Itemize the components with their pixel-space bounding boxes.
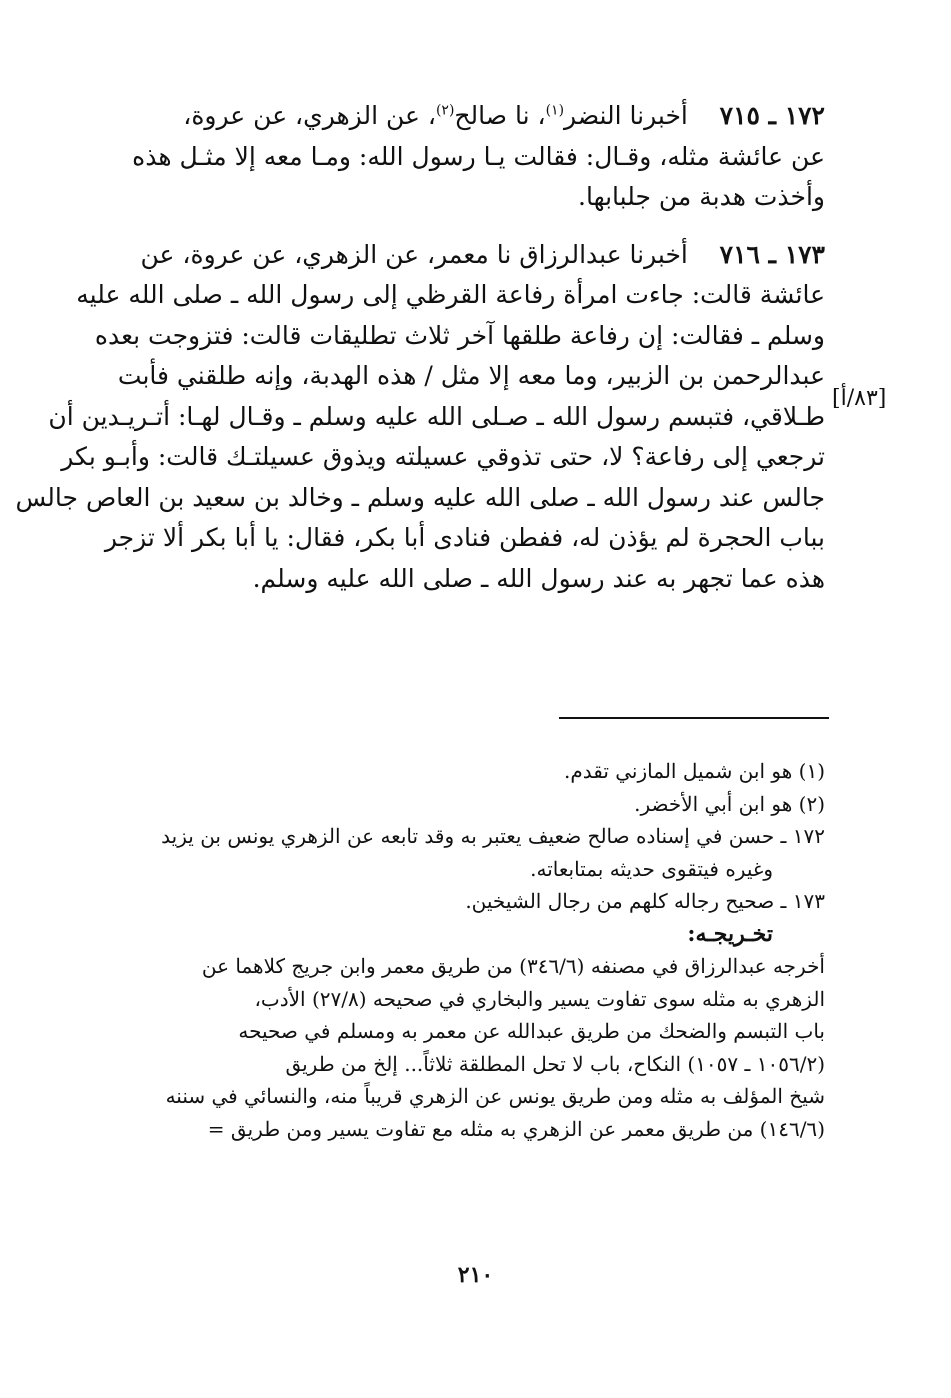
text-line: وسلم ـ فقالت: إن رفاعة طلقها آخر ثلاث تطليقات قالت: فتزوجت بعده	[94, 320, 825, 350]
text-line: وأخذت هدبة من جلبابها.	[578, 182, 825, 211]
takhrij-text	[125, 950, 825, 1145]
takhrij-line: شيخ المؤلف به مثله ومن طريق يونس عن الزهري قريباً منه، والنسائي في سننه	[165, 1084, 825, 1108]
text-line: ترجعي إلى رفاعة؟ لا، حتى تذوقي عسيلته ويذوق عسيلتـك قالت: وأبـو بكر	[61, 442, 825, 471]
footnote-2: (٢) هو ابن أبي الأخضر.	[634, 791, 825, 816]
page-number: ٢١٠	[457, 1262, 494, 1288]
takhrij-line: الزهري به مثله سوى تفاوت يسير والبخاري في صحيحه (٢٧/٨) الأدب،	[254, 986, 825, 1011]
text-line: جالس عند رسول الله ـ صلى الله عليه وسلم ـ وخالد بن سعيد بن العاص جالس	[15, 482, 825, 512]
grading-172: ١٧٢ ـ حسن في إسناده صالح ضعيف يعتبر به وقد تابعه عن الزهري يونس بن يزيد	[161, 824, 825, 848]
text-line: عن عائشة مثله، وقـال: فقالت يـا رسول الله: ومـا معه إلا مثـل هذه	[132, 141, 825, 171]
hadith-715	[125, 96, 825, 218]
hadith-716	[15, 235, 825, 600]
takhrij-line: أخرجه عبدالرزاق في مصنفه (٣٤٦/٦) من طريق معمر وابن جريج كلاهما عن	[201, 954, 825, 978]
text-line: عائشة قالت: جاءت امرأة رفاعة القرظي إلى رسول الله ـ صلى الله عليه	[76, 280, 825, 309]
footnote-ref-2[interactable]: (٢)	[435, 102, 455, 119]
footnote-separator	[559, 717, 829, 719]
hadith-number: ١٧٢ ـ ٧١٥	[719, 101, 825, 130]
takhrij-line: باب التبسم والضحك من طريق عبدالله عن معمر به ومسلم في صحيحه	[238, 1019, 825, 1043]
footnote-ref-1[interactable]: (١)	[545, 102, 565, 119]
footnote-1: (١) هو ابن شميل المازني تقدم.	[563, 759, 825, 783]
main-text	[15, 96, 825, 616]
grading-173: ١٧٣ ـ صحيح رجاله كلهم من رجال الشيخين.	[465, 889, 825, 913]
grading-172-continued: وغيره فيتقوى حديثه بمتابعاته.	[530, 856, 773, 881]
takhrij-line: (١٤٦/٦) من طريق معمر عن الزهري به مثله مع تفاوت يسير ومن طريق =	[207, 1116, 825, 1141]
hadith-number: ١٧٣ ـ ٧١٦	[719, 239, 825, 269]
takhrij-line: (١٠٥٦/٢ ـ ١٠٥٧) النكاح، باب لا تحل المطلقة ثلاثاً... إلخ من طريق	[285, 1051, 825, 1076]
footnotes-section	[125, 755, 825, 1145]
text-line: بباب الحجرة لم يؤذن له، ففطن فنادى أبا بكر، فقال: يا أبا بكر ألا تزجر	[104, 523, 825, 552]
text-line: هذه عما تجهر به عند رسول الله ـ صلى الله عليه وسلم.	[252, 563, 825, 593]
text-line: عبدالرحمن بن الزبير، وما معه إلا مثل / هذه الهدبة، وإنه طلقني فأبت	[117, 361, 825, 390]
text-line: طـلاقي، فتبسم رسول الله ـ صـلى الله عليه وسلم ـ وقـال لهـا: أتـريـدين أن	[48, 401, 825, 431]
margin-folio-reference: [٨٣/أ]	[832, 386, 887, 411]
takhrij-heading: تخـريجـه:	[687, 920, 773, 947]
text-line: ١٧٢ ـ ٧١٥ أخبرنا النضر$^{(١)}$، نا صالح$^{(٢)}$، عن الزهري، عن عروة،	[183, 101, 825, 130]
text-line: ١٧٣ ـ ٧١٦ أخبرنا عبدالرزاق نا معمر، عن الزهري، عن عروة، عن	[140, 239, 825, 269]
